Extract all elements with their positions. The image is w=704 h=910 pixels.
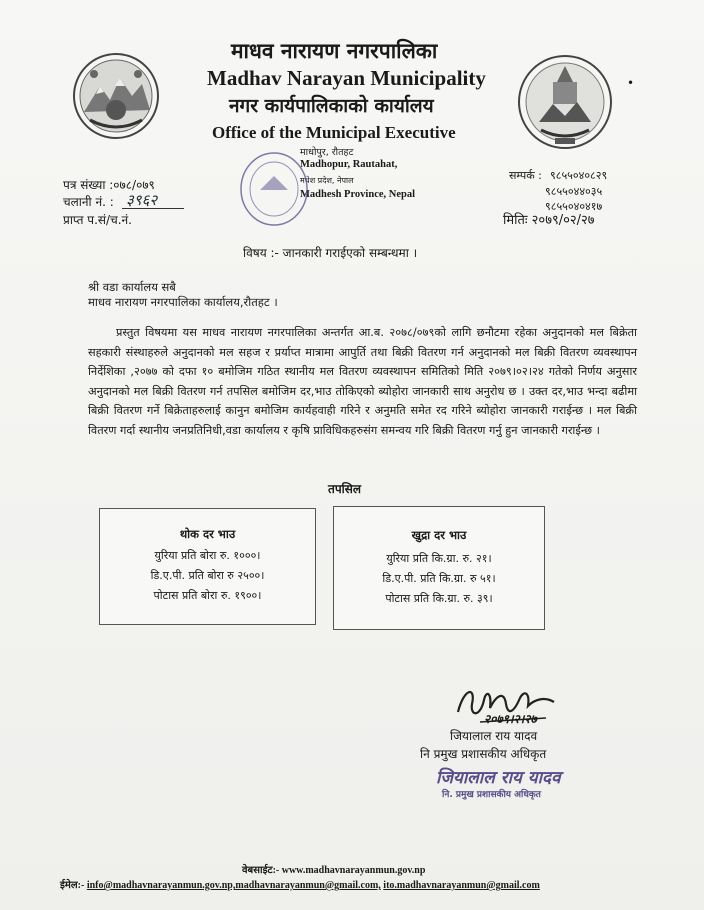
retail-row: डि.ए.पी. प्रति कि.ग्रा. रु ५१। [382, 572, 496, 585]
recipient-line-1: श्री वडा कार्यालय सबै [88, 280, 176, 294]
footer-email-row [60, 877, 540, 891]
letter-date: मितिः २०७९/०२/२७ [503, 213, 595, 228]
letter-body: प्रस्तुत विषयमा यस माधव नारायण नगरपालिका अन्तर्गत आ.ब. २०७८/०७९को लागि छनौटमा रहेका अनुदानको मल बिक्रेता सहकारी संस्थाहरुले अनुदानको मल सहज र प्रर्याप्त मात्रामा आपुर्ति तथा बिक्री वितरण गर्न अनुदानको मल बिक्री वितरण व्यवस्थापन निर्देशिका ,२०७७ को दफा १० बमोजिम गठित स्थानीय मल वितरण व्यवस्थापन समितिको मिति २०७९।०२।२४ गतेको निर्णय अनुसार अनुदानको मल बिक्री वितरण गर्न तपसिल बमोजिम दर,भाउ तोकिएको ब्योहोरा जानकारी साथ अनुरोध छ । उक्त दर,भाउ भन्दा बढीमा बिक्री वितरण गर्ने बिक्रेताहरुलाई कानुन बमोजिम कार्यहवाही गरिने र अनुमति समेत रद गरिने ब्योहोरा जानकारी गराईन्छ । मल बिक्री वितरण गर्दा स्थानीय जनप्रतिनिधी,वडा कार्यालय र कृषि प्राविधिकहरुसंग समन्वय गरि बिक्री वितरण गर्नु हुन जानकारी गराईन्छ । [88, 326, 637, 437]
wholesale-row: पोटास प्रति बोरा रु. १९००। [153, 589, 262, 602]
mark-dot: • [627, 76, 635, 90]
address-en: Madhopur, Rautahat, [300, 159, 398, 170]
letter-number: पत्र संख्या :०७८/०७९ [63, 178, 155, 192]
contact-label: सम्पर्क : [509, 169, 542, 182]
title-stamp: नि. प्रमुख प्रशासकीय अधिकृत [442, 790, 541, 800]
retail-title: खुद्रा दर भाउ [411, 528, 467, 542]
province-np: मधेश प्रदेश, नेपाल [300, 176, 354, 185]
signatory-name: जियालाल राय यादव [450, 729, 538, 743]
footer-website-row [242, 862, 425, 876]
email-link[interactable]: madhavnarayanmun@gmail.com, [235, 880, 381, 891]
title-np: माधव नारायण नगरपालिका [231, 39, 438, 63]
dispatch-number: ३९६२ [126, 191, 158, 209]
official-stamp-icon [238, 150, 310, 228]
address-np: माधोपुर, रौतहट [300, 147, 354, 158]
contact-phone: ९८५५०४०८२९ [550, 169, 608, 182]
contact-phone: ९८५५०४४०३५ [545, 185, 603, 198]
office-en: Office of the Municipal Executive [212, 123, 456, 142]
dispatch-label: चलानी नं. : [63, 195, 114, 209]
province-en: Madhesh Province, Nepal [300, 189, 416, 200]
title-en: Madhav Narayan Municipality [207, 66, 486, 90]
email-link[interactable]: info@madhavnarayanmun.gov.np, [86, 880, 236, 891]
signatory-designation: नि प्रमुख प्रशासकीय अधिकृत [420, 747, 547, 761]
office-np: नगर कार्यपालिकाको कार्यालय [229, 95, 434, 117]
wholesale-title: थोक दर भाउ [179, 527, 236, 541]
website-link[interactable]: www.madhavnarayanmun.gov.np [281, 865, 426, 876]
website-label: वेबसाईट:- [242, 865, 282, 876]
wholesale-row: डि.ए.पी. प्रति बोरा रु २५००। [150, 569, 265, 582]
retail-rate-box [333, 506, 545, 630]
email-label: ईमेल:- [60, 880, 87, 891]
retail-row: युरिया प्रति कि.ग्रा. रु. २१। [386, 552, 492, 565]
name-stamp: जियालाल राय यादव [436, 768, 561, 788]
email-link[interactable]: ito.madhavnarayanmun@gmail.com [383, 880, 540, 891]
signature-date: २०७९।२।२७ [484, 712, 537, 726]
subject-line: विषय :- जानकारी गराईएको सम्बन्धमा । [243, 246, 418, 260]
retail-row: पोटास प्रति कि.ग्रा. रु. ३९। [385, 592, 493, 605]
received-ref: प्राप्त प.सं/च.नं. [63, 213, 132, 227]
wholesale-row: युरिया प्रति बोरा रु. १०००। [154, 549, 261, 562]
wholesale-rate-box [99, 508, 316, 625]
tapsil-heading: तपसिल [328, 482, 362, 496]
contact-phone: ९८५५०४०४१७ [545, 200, 603, 213]
dispatch-underline [122, 208, 184, 209]
municipality-logo-icon [515, 52, 615, 152]
recipient-line-2: माधव नारायण नगरपालिका कार्यालय,रौतहट । [88, 295, 278, 309]
nepal-emblem-icon [70, 50, 162, 142]
